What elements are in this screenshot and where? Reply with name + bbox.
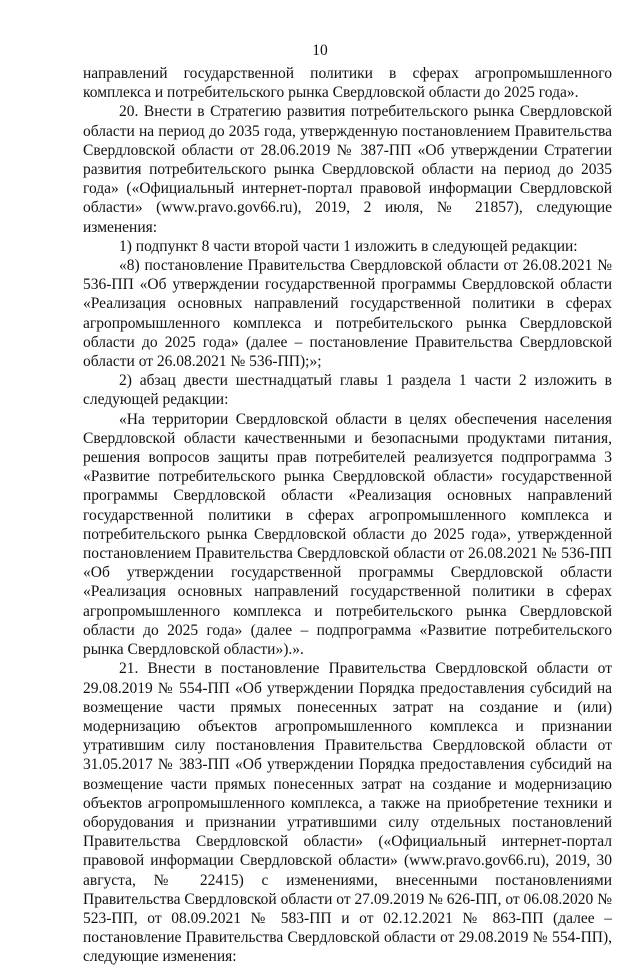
paragraph-item-21: 21. Внести в постановление Правительства Свердловской области от 29.08.2019 № 554-ПП «Об утверждении Порядка предоставления субсидий на возмещение части прямых понесенных затрат на создание и (или) модернизацию объектов агропромышленного комплекса и признании утратившим силу постановления Правительства Свердловской области от 31.05.2017 № 383-ПП «Об утверждении Порядка предоставления субсидий на возмещение части прямых понесенных затрат на создание и модернизацию объектов агропромышленного комплекса, а также на приобретение техники и оборудования и признании утратившими силу отдельных постановлений Правительства Свердловской области» («Официальный интернет-портал правовой информации Свердловской области» (www.pravo.gov66.ru), 2019, 30 августа, № 22415) с изменениями, внесенными постановлениями Правительства Свердловской области от 27.09.2019 № 626-ПП, от 06.08.2020 № 523-ПП, от 08.09.2021 № 583-ПП и от 02.12.2021 № 863-ПП (далее – постановление Правительства Свердловской области от 29.08.2019 № 554-ПП), следующие изменения: [83,660,612,966]
document-body [83,64,612,967]
paragraph-quote-territory: «На территории Свердловской области в целях обеспечения населения Свердловской области качественными и безопасными продуктами питания, решения вопросов защиты прав потребителей реализуется подпрограмма 3 «Развитие потребительского рынка Свердловской области» государственной программы Свердловской области «Реализация основных направлений государственной политики в сферах агропромышленного комплекса и потребительского рынка Свердловской области до 2025 года», утвержденной постановлением Правительства Свердловской области от 26.08.2021 № 536-ПП «Об утверждении государственной программы Свердловской области «Реализация основных направлений государственной политики в сферах агропромышленного комплекса и потребительского рынка Свердловской области до 2025 года» (далее – подпрограмма «Развитие потребительского рынка Свердловской области»).». [83,410,612,659]
paragraph-item-20: 20. Внести в Стратегию развития потребительского рынка Свердловской области на период до 2035 года, утвержденную постановлением Правительства Свердловской области от 28.06.2019 № 387-ПП «Об утверждении Стратегии развития потребительского рынка Свердловской области на период до 2035 года» («Официальный интернет-портал правовой информации Свердловской области» (www.pravo.gov66.ru), 2019, 2 июля, № 21857), следующие изменения: [83,103,612,236]
paragraph-subitem-1: 1) подпункт 8 части второй части 1 изложить в следующей редакции: [119,237,578,255]
paragraph-subitem-2: 2) абзац двести шестнадцатый главы 1 раздела 1 части 2 изложить в следующей редакции: [83,372,612,409]
paragraph-continuation: направлений государственной политики в сферах агропромышленного комплекса и потребительского рынка Свердловской области до 2025 года». [83,65,612,102]
page-number: 10 [312,42,328,59]
paragraph-quote-8: «8) постановление Правительства Свердловской области от 26.08.2021 № 536-ПП «Об утверждении государственной программы Свердловской области «Реализация основных направлений государственной политики в сферах агропромышленного комплекса и потребительского рынка Свердловской области до 2025 года» (далее – постановление Правительства Свердловской области от 26.08.2021 № 536-ПП);»; [83,257,612,371]
